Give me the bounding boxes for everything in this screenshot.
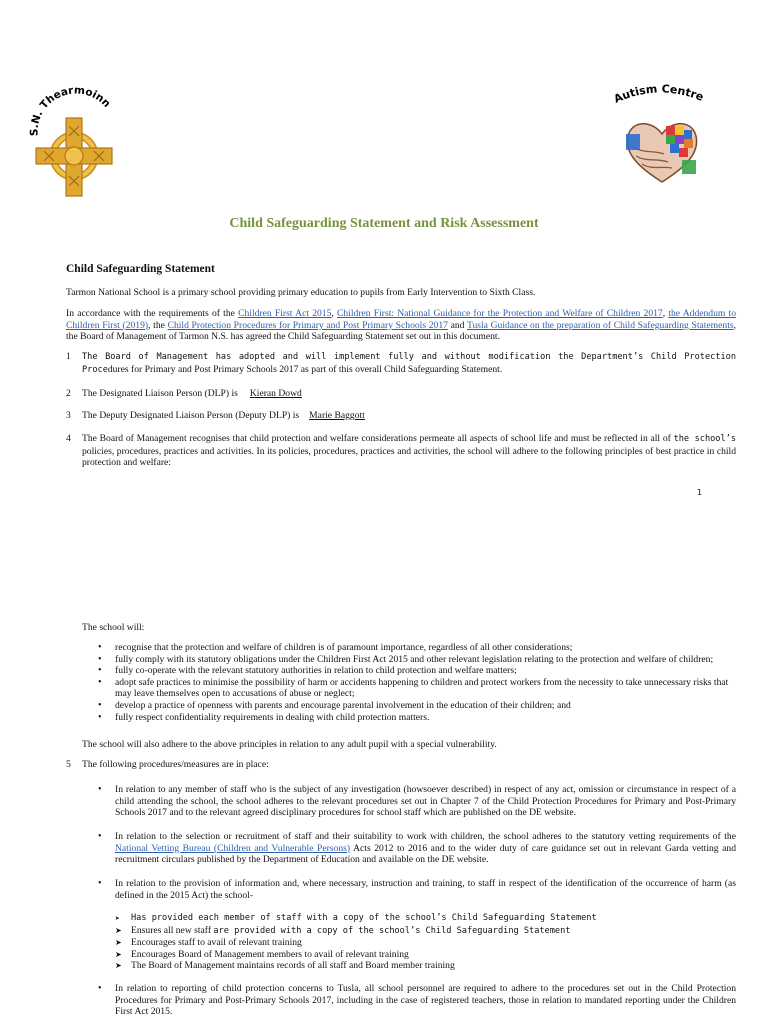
item-4-mono-text: the school’s xyxy=(673,434,737,444)
training-list xyxy=(131,913,736,972)
list-item: • fully comply with its statutory obligations under the Children First Act 2015 and other relevant legislation relating to the protection and welfare of children; xyxy=(115,654,736,666)
adult-pupil-paragraph: The school will also adhere to the above principles in relation to any adult pupil with a special vulnerability. xyxy=(82,739,497,750)
autism-logo-text: Autism Centre xyxy=(611,82,706,106)
list-item: ➤ The Board of Management maintains records of all staff and Board member training xyxy=(131,960,736,972)
item-number: 4 xyxy=(66,433,71,444)
item-4-text-b: policies, procedures, practices and activities. In its policies, procedures, practices and activities, the school will adhere to the following principles of best practice in child protection and welfare: xyxy=(82,445,736,469)
vetting-bureau-link[interactable]: National Vetting Bureau (Children and Vulnerable Persons) xyxy=(115,842,351,854)
section-heading: Child Safeguarding Statement xyxy=(66,263,215,275)
list-item: ➤ Encourages Board of Management members to avail of relevant training xyxy=(131,949,736,961)
deputy-dlp-name: Marie Baggott xyxy=(309,410,365,421)
measures-list xyxy=(115,878,736,901)
accordance-paragraph xyxy=(66,308,736,343)
tusla-guidance-link[interactable]: Tusla Guidance on the preparation of Child Safeguarding Statements xyxy=(466,319,734,331)
accordance-text: In accordance with the requirements of the xyxy=(66,308,239,319)
addendum-link[interactable]: the Addendum to Children First (2019) xyxy=(66,308,737,331)
list-item: • fully respect confidentiality requirements in dealing with child protection matters. xyxy=(115,712,736,724)
item-4-text xyxy=(82,433,736,469)
list-item: ➤ Encourages staff to avail of relevant training xyxy=(131,937,736,949)
accordance-text: , the Board of Management of Tarmon N.S. has agreed the Child Safeguarding Statement set out in this document. xyxy=(66,319,737,343)
item-number: 2 xyxy=(66,388,71,399)
page-number: 1 xyxy=(697,488,703,497)
page-title: Child Safeguarding Statement and Risk Assessment xyxy=(229,216,539,231)
measures-list xyxy=(115,831,736,866)
vetting-text-b: Acts 2012 to 2016 and to the wider duty of care guidance set out in relevant Garda vetting and recruitment circulars published by the Department of Education and available on the DE website. xyxy=(115,842,737,866)
list-item: • adopt safe practices to minimise the possibility of harm or accidents happening to children and protect workers from the necessity to take unnecessary risks that may leave themselves open to accusations of abuse or neglect; xyxy=(115,677,736,700)
item-1-mono-text: The Board of Management has adopted and will implement fully and without modification the Department’s Child Protection Proce xyxy=(82,352,736,375)
dlp-name: Kieran Dowd xyxy=(249,388,302,399)
school-logo xyxy=(24,86,124,198)
list-item: • recognise that the protection and welfare of children is of paramount importance, regardless of all other considerations; xyxy=(115,642,736,654)
accordance-text: and xyxy=(447,319,467,331)
list-item: • develop a practice of openness with parents and encourage parental involvement in the education of their children; and xyxy=(115,700,736,712)
accordance-text: , xyxy=(331,308,337,319)
list-item: • In relation to any member of staff who is the subject of any investigation (howsoever described) in respect of any act, omission or circumstance in respect of a child attending the school, the school adheres to the relevant procedures set out in Chapter 7 of the Child Protection Procedures for Primary and Post-Primary Schools 2017 and to the relevant agreed disciplinary procedures for school staff which are published on the DE website. xyxy=(115,784,736,819)
item-2-text xyxy=(82,388,736,400)
dlp-label: The Designated Liaison Person (DLP) is xyxy=(82,388,238,399)
autism-centre-logo xyxy=(606,80,716,190)
national-guidance-link[interactable]: Children First: National Guidance for the Protection and Welfare of Children 2017 xyxy=(337,308,663,319)
list-item: • fully co-operate with the relevant statutory authorities in relation to child protection and welfare matters; xyxy=(115,665,736,677)
list-item: ➤ Has provided each member of staff with a copy of the school’s Child Safeguarding Statement xyxy=(131,913,736,925)
vetting-text-a: In relation to the selection or recruitment of staff and their suitability to work with children, the school adheres to the statutory vetting requirements of the xyxy=(115,831,736,842)
item-1-rest-text: dures for Primary and Post Primary Schools 2017 as part of this overall Child Safeguarding Statement. xyxy=(107,363,503,375)
item-5-text: The following procedures/measures are in place: xyxy=(82,759,269,770)
list-item: • In relation to the provision of information and, where necessary, instruction and training, to staff in respect of the identification of the occurrence of harm (as defined in the 2015 Act) the school- xyxy=(115,878,736,901)
intro-paragraph: Tarmon National School is a primary school providing primary education to pupils from Early Intervention to Sixth Class. xyxy=(66,287,536,298)
accordance-text: , the xyxy=(148,319,168,331)
sub-item-text: Ensures all new staff xyxy=(131,924,214,936)
children-first-act-link[interactable]: Children First Act 2015 xyxy=(238,308,332,319)
item-1-text xyxy=(82,351,736,376)
puzzle-heart-icon xyxy=(606,80,716,190)
school-logo-text: S.N. Thearmoinn xyxy=(28,86,113,137)
list-item: • In relation to reporting of child protection concerns to Tusla, all school personnel are required to adhere to the procedures set out in the Child Protection Procedures for Primary and Post-Primary Schools 2017, including in the case of registered teachers, those in relation to mandated reporting under the Children First Act 2015. xyxy=(115,983,736,1018)
measures-list xyxy=(115,983,736,1018)
item-number: 1 xyxy=(66,351,71,362)
item-number: 3 xyxy=(66,410,71,421)
principles-list xyxy=(115,642,736,723)
child-protection-procedures-link[interactable]: Child Protection Procedures for Primary and Post Primary Schools 2017 xyxy=(167,319,448,331)
item-3-text xyxy=(82,410,736,422)
list-item xyxy=(115,831,736,866)
deputy-dlp-label: The Deputy Designated Liaison Person (Deputy DLP) is xyxy=(82,410,300,421)
svg-text:Autism Centre xyxy=(612,82,706,105)
measures-list xyxy=(115,784,736,819)
sub-item-mono-text: are provided with a copy of the school’s Child Safeguarding Statement xyxy=(213,925,571,936)
celtic-cross-icon xyxy=(24,86,124,198)
school-will-label: The school will: xyxy=(82,622,145,633)
list-item xyxy=(131,925,736,938)
accordance-text: , xyxy=(662,308,669,319)
item-number: 5 xyxy=(66,759,71,770)
item-4-text-a: The Board of Management recognises that child protection and welfare considerations permeate all aspects of school life and must be reflected in all of xyxy=(82,433,674,444)
